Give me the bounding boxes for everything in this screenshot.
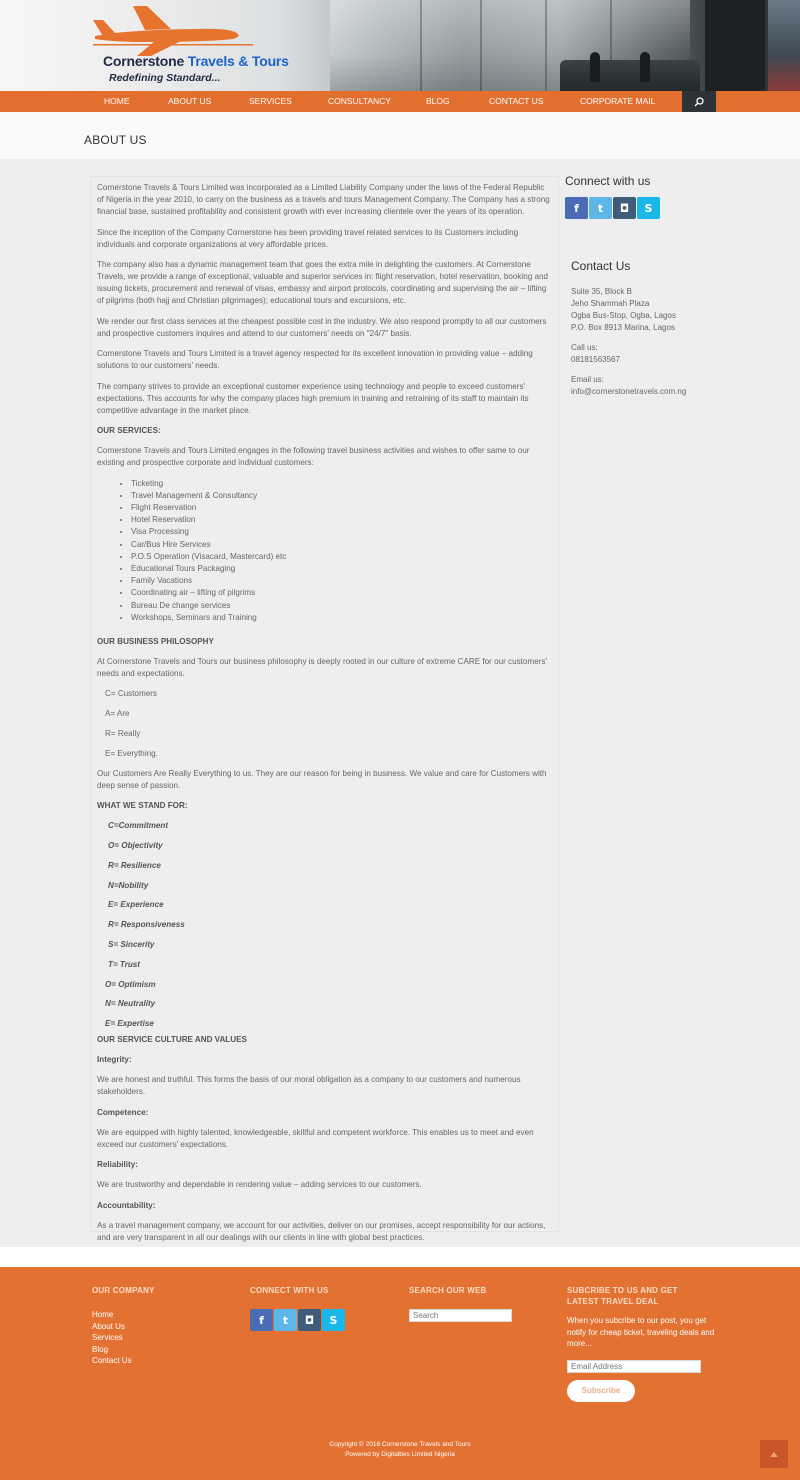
footer-social-links — [250, 1309, 345, 1331]
nav-item-about-us[interactable]: ABOUT US — [168, 96, 212, 106]
phone-number[interactable]: 08181563567 — [571, 355, 620, 364]
page-title-bar — [0, 112, 800, 160]
list-item: • Flight Reservation — [131, 502, 552, 514]
care-item: R= Really — [105, 729, 141, 739]
address-line: Jeho Shammah Plaza — [571, 299, 650, 308]
philosophy-heading: OUR BUSINESS PHILOSOPHY — [97, 636, 214, 646]
stand-item: N=Nobility — [108, 880, 149, 890]
culture-heading: OUR SERVICE CULTURE AND VALUES — [97, 1035, 247, 1045]
footer-link-services[interactable]: Services — [92, 1333, 123, 1342]
sidebar-social-links — [565, 197, 795, 219]
skype-icon[interactable]: S — [637, 197, 660, 219]
stand-item: O= Objectivity — [108, 840, 163, 850]
nav-search-button[interactable] — [682, 91, 716, 112]
care-item: C= Customers — [105, 689, 157, 699]
skype-icon[interactable]: S — [322, 1309, 345, 1331]
value-heading: Competence: — [97, 1107, 149, 1117]
header-traveler-silhouette — [640, 52, 650, 82]
facebook-icon[interactable]: f — [250, 1309, 273, 1331]
facebook-icon[interactable]: f — [565, 197, 588, 219]
stand-item: C=Commitment — [108, 821, 169, 831]
intro-paragraph: The company also has a dynamic management team that goes the extra mile in delighting the customers. At Cornerstone Travels, we provide a range of exceptional, valuable and superior services in: flight reservation, hotel reservation, booking and issuing tickets, procurement and renewal of visas, embassy and airport protocols, coordinating and supervising the air – lifting of pilgrims (both hajj and Christian pilgrimages); educational tours and excursions, etc. — [97, 260, 548, 305]
intro-paragraph: Since the inception of the Company Cornerstone has been providing travel related services to its Customers including individuals and corporate organizations at very affordable prices. — [97, 227, 519, 249]
footer-search-input[interactable] — [409, 1309, 512, 1322]
services-list — [131, 478, 552, 624]
footer-search-column — [409, 1285, 512, 1322]
subscribe-heading-line1: SUBCRIBE TO US AND GET — [567, 1286, 678, 1295]
about-content-body — [97, 182, 552, 1252]
copyright-block — [0, 1440, 800, 1460]
brand-name — [103, 53, 289, 69]
powered-by-text: Powered by Digitalbes Limited Nigeria — [345, 1451, 455, 1458]
footer-company-links — [92, 1309, 155, 1367]
footer-company-column — [92, 1285, 155, 1367]
subscribe-description: When you subcribe to our post, you get notify for cheap ticket, traveling deals and more... — [567, 1316, 715, 1348]
list-item: • Hotel Reservation — [131, 514, 552, 526]
nav-item-home[interactable]: HOME — [104, 96, 130, 106]
footer-connect-column — [250, 1285, 345, 1331]
sidebar — [565, 174, 795, 396]
footer-subscribe-column — [567, 1285, 717, 1402]
philosophy-intro: At Cornerstone Travels and Tours our business philosophy is deeply rooted in our culture of extreme CARE for our customers' needs and expectations. — [97, 656, 547, 678]
instagram-icon[interactable]: ◘ — [298, 1309, 321, 1331]
address-line: Suite 35, Block B — [571, 287, 632, 296]
value-heading: Accountability: — [97, 1200, 156, 1210]
back-to-top-button[interactable] — [760, 1440, 788, 1468]
list-item: • P.O.S Operation (Visacard, Mastercard) etc — [131, 551, 552, 563]
email-label: Email us: — [571, 375, 604, 384]
nav-item-services[interactable]: SERVICES — [249, 96, 292, 106]
list-item: • Visa Processing — [131, 526, 552, 538]
instagram-icon[interactable]: ◘ — [613, 197, 636, 219]
stand-item: R= Responsiveness — [108, 920, 185, 930]
list-item: • Car/Bus Hire Services — [131, 539, 552, 551]
care-item: A= Are — [105, 709, 130, 719]
footer-subscribe-heading — [567, 1285, 717, 1307]
care-item: E= Everything. — [105, 748, 158, 758]
header-right-image — [768, 0, 800, 91]
subscribe-heading-line2: LATEST TRAVEL DEAL — [567, 1297, 659, 1306]
main-area — [0, 160, 800, 1247]
call-label: Call us: — [571, 343, 598, 352]
stand-heading: WHAT WE STAND FOR: — [97, 801, 188, 811]
value-heading: Integrity: — [97, 1055, 132, 1065]
stand-item: T= Trust — [108, 959, 141, 969]
subscribe-button[interactable]: Subscribe — [567, 1380, 635, 1402]
header-window-frame — [420, 0, 422, 91]
nav-item-corporate-mail[interactable]: CORPORATE MAIL — [580, 96, 656, 106]
stand-item: N= Neutrality — [105, 999, 156, 1009]
header-window-frame — [545, 0, 547, 91]
intro-paragraph: Cornerstone Travels & Tours Limited was incorporated as a Limited Liability Company under the laws of the Federal Republic of Nigeria in the year 2010, to carry on the business as a travels and tours Management Company. The Company has a strong financial base, sustained profitability and consistent growth with ever increasing clientele over the years of its operation. — [97, 183, 550, 216]
footer-link-home[interactable]: Home — [92, 1310, 114, 1319]
stand-item: E= Expertise — [105, 1019, 154, 1029]
header-airport-seats — [560, 60, 700, 91]
brand-name-part2: Travels & Tours — [187, 53, 289, 69]
philosophy-outro: Our Customers Are Really Everything to us. They are our reason for being in business. We value and care for Customers with deep sense of passion. — [97, 768, 547, 790]
list-item: • Workshops, Seminars and Training — [131, 612, 552, 624]
intro-paragraph: We render our first class services at the cheapest possible cost in the industry. We also respond promptly to all our customers and prospective customers inquires and attend to our customers' needs on "24/7" basis. — [97, 316, 547, 338]
brand-name-part1: Cornerstone — [103, 53, 185, 69]
stand-item: S= Sincerity — [108, 939, 155, 949]
value-heading: Reliability: — [97, 1160, 138, 1170]
email-address[interactable]: info@cornerstonetravels.com.ng — [571, 387, 687, 396]
contact-block — [571, 260, 686, 398]
twitter-icon[interactable]: t — [589, 197, 612, 219]
footer-link-blog[interactable]: Blog — [92, 1344, 109, 1354]
brand-tagline: Redefining Standard... — [109, 72, 221, 84]
footer-link-about-us[interactable]: About Us — [92, 1321, 125, 1331]
intro-paragraph: The company strives to provide an exceptional customer experience using technology and people to exceed customers' expectations. This accounts for why the company places high premium in training and retraining of its staff to maintain its competitive advantage in the market place. — [97, 381, 529, 415]
stand-item: O= Optimism — [105, 979, 156, 989]
page-title: ABOUT US — [84, 133, 147, 147]
address-line: Ogba Bus-Stop, Ogba, Lagos — [571, 311, 676, 320]
services-heading: OUR SERVICES: — [97, 426, 161, 435]
site-header — [0, 0, 800, 91]
services-intro: Cornerstone Travels and Tours Limited engages in the following travel business activities and wishes to offer same to our existing and prospective corporate and individual customers: — [97, 446, 530, 467]
nav-item-consultancy[interactable]: CONSULTANCY — [328, 96, 391, 106]
footer-search-heading: SEARCH OUR WEB — [409, 1286, 487, 1295]
stand-item: E= Experience — [108, 900, 164, 910]
intro-paragraph: Cornerstone Travels and Tours Limited is a travel agency respected for its excellent innovation in providing value – adding solutions to our customers' needs. — [97, 349, 533, 370]
search-icon — [694, 97, 704, 107]
value-text: We are trustworthy and dependable in rendering value – adding services to our customers. — [97, 1180, 422, 1190]
subscribe-email-input[interactable] — [567, 1360, 701, 1373]
footer-company-heading: OUR COMPANY — [92, 1286, 155, 1295]
chevron-up-icon — [770, 1452, 778, 1457]
about-content — [90, 176, 559, 1242]
nav-item-blog[interactable]: BLOG — [426, 96, 450, 106]
list-item: • Bureau De change services — [131, 600, 552, 612]
nav-item-contact-us[interactable]: CONTACT US — [489, 96, 544, 106]
header-pillar — [705, 0, 765, 91]
site-logo[interactable] — [85, 6, 289, 86]
stand-item: R= Resilience — [108, 860, 161, 870]
value-text: As a travel management company, we account for our activities, deliver on our promises, accept responsibility for our actions, and are very transparent in all our dealings with our clients in line with global best practices. — [97, 1220, 546, 1242]
header-traveler-silhouette — [590, 52, 600, 82]
value-text: We are honest and truthful. This forms the basis of our moral obligation as a company to our customers and numerous stakeholders. — [97, 1075, 521, 1097]
address-line: P.O. Box 8913 Marina, Lagos — [571, 323, 675, 332]
copyright-text: Copyright © 2016 Cornerstone Travels and Tours — [329, 1441, 471, 1448]
list-item: • Ticketing — [131, 478, 552, 490]
contact-heading: Contact Us — [571, 259, 631, 273]
value-text: We are equipped with highly talented, knowledgeable, skillful and competent workforce. This enables us to meet and even exceed our customers' expectations. — [97, 1127, 534, 1149]
list-item: • Educational Tours Packaging — [131, 563, 552, 575]
list-item: • Travel Management & Consultancy — [131, 490, 552, 502]
main-nav — [0, 91, 800, 112]
footer-link-contact-us[interactable]: Contact Us — [92, 1356, 132, 1365]
list-item: • Coordinating air – lifting of pilgrims — [131, 587, 552, 599]
connect-heading: Connect with us — [565, 174, 651, 188]
list-item: • Family Vacations — [131, 575, 552, 587]
header-window-frame — [480, 0, 482, 91]
twitter-icon[interactable]: t — [274, 1309, 297, 1331]
footer-connect-heading: CONNECT WITH US — [250, 1286, 329, 1295]
airplane-logo-icon — [85, 6, 260, 56]
